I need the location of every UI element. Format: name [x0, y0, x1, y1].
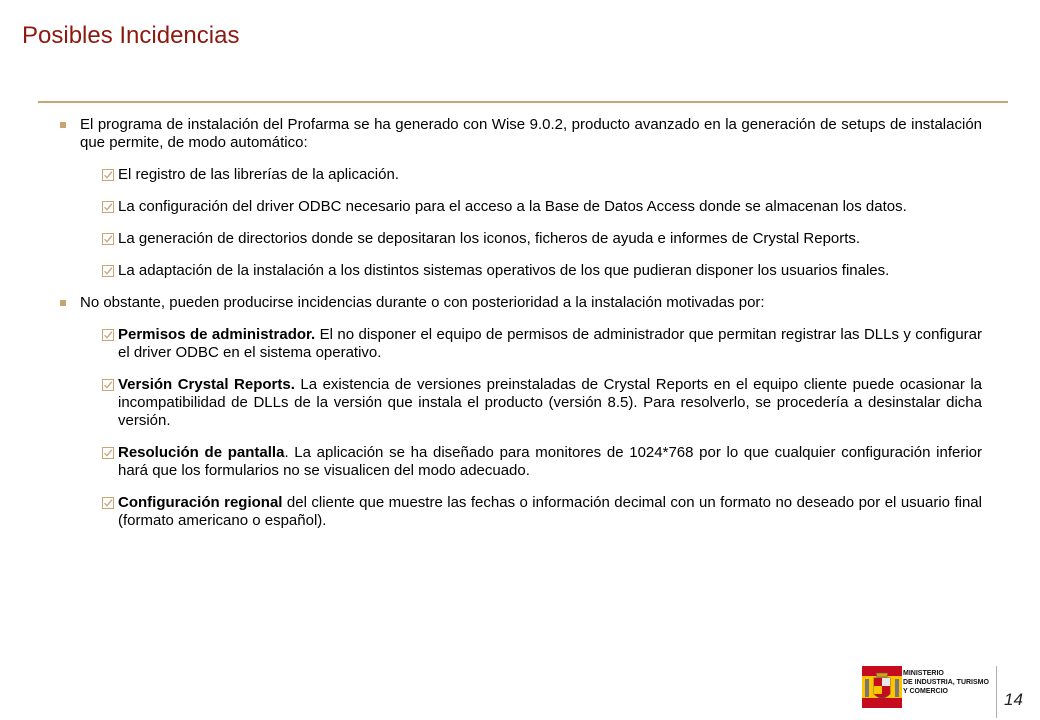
check-item: [85, 166, 982, 184]
ministry-name: [903, 669, 993, 696]
check-item: [85, 230, 982, 248]
slide-body: [60, 116, 982, 544]
bullet-text: No obstante, pueden producirse incidencias durante o con posterioridad a la instalación motivadas por:: [80, 294, 765, 311]
ministry-logo: [862, 666, 994, 710]
check-item-heading: Permisos de administrador.: [118, 326, 316, 343]
check-item: [85, 326, 982, 362]
checkbox-icon: [102, 233, 114, 245]
checkbox-icon: [102, 201, 114, 213]
footer-divider: [996, 666, 997, 718]
checkbox-icon: [102, 447, 114, 459]
check-item-text: La adaptación de la instalación a los distintos sistemas operativos de los que pudieran disponer los usuarios finales.: [118, 262, 890, 279]
bullet-item: [60, 116, 982, 152]
check-item-heading: Versión Crystal Reports.: [118, 376, 295, 393]
checkbox-icon: [102, 379, 114, 391]
ministry-line: Y COMERCIO: [903, 688, 948, 695]
check-item-text: La generación de directorios donde se depositaran los iconos, ficheros de ayuda e informes de Crystal Reports.: [118, 230, 861, 247]
checkbox-icon: [102, 497, 114, 509]
bullet-item: [60, 294, 982, 312]
slide-title: Posibles Incidencias: [22, 22, 240, 49]
square-bullet-icon: [60, 300, 66, 306]
checkbox-icon: [102, 265, 114, 277]
check-item: [85, 262, 982, 280]
coat-of-arms-icon: [862, 666, 902, 708]
check-item: [85, 198, 982, 216]
check-item-text: La configuración del driver ODBC necesario para el acceso a la Base de Datos Access donde se almacenan los datos.: [118, 198, 907, 215]
ministry-line: MINISTERIO: [903, 670, 944, 677]
square-bullet-icon: [60, 122, 66, 128]
page-number: 14: [1004, 690, 1023, 709]
check-item: [85, 376, 982, 430]
check-item-heading: Configuración regional: [118, 494, 283, 511]
check-item: [85, 444, 982, 480]
ministry-line: DE INDUSTRIA, TURISMO: [903, 679, 989, 686]
check-item-text: El no disponer el equipo de permisos de administrador que permitan registrar las DLLs y configurar el driver ODBC en el sistema operativo.: [118, 326, 982, 361]
bullet-text: El programa de instalación del Profarma se ha generado con Wise 9.0.2, producto avanzado en la generación de setups de instalación que permite, de modo automático:: [80, 116, 982, 151]
check-item-text: . La aplicación se ha diseñado para monitores de 1024*768 por lo que cualquier configuración inferior hará que los formularios no se visualicen del modo adecuado.: [118, 444, 982, 479]
title-divider: [38, 101, 1008, 103]
check-item-text: del cliente que muestre las fechas o información decimal con un formato no deseado por el usuario final (formato americano o español).: [118, 494, 982, 529]
checkbox-icon: [102, 329, 114, 341]
check-item-heading: Resolución de pantalla: [118, 444, 285, 461]
check-item: [85, 494, 982, 530]
check-item-text: El registro de las librerías de la aplicación.: [118, 166, 399, 183]
check-item-text: La existencia de versiones preinstaladas de Crystal Reports en el equipo cliente puede ocasionar la incompatibilidad de DLLs de la versión que instala el producto (versión 8.5). Para resolverlo, se procedería a desinstalar dicha versión.: [118, 376, 982, 429]
checkbox-icon: [102, 169, 114, 181]
